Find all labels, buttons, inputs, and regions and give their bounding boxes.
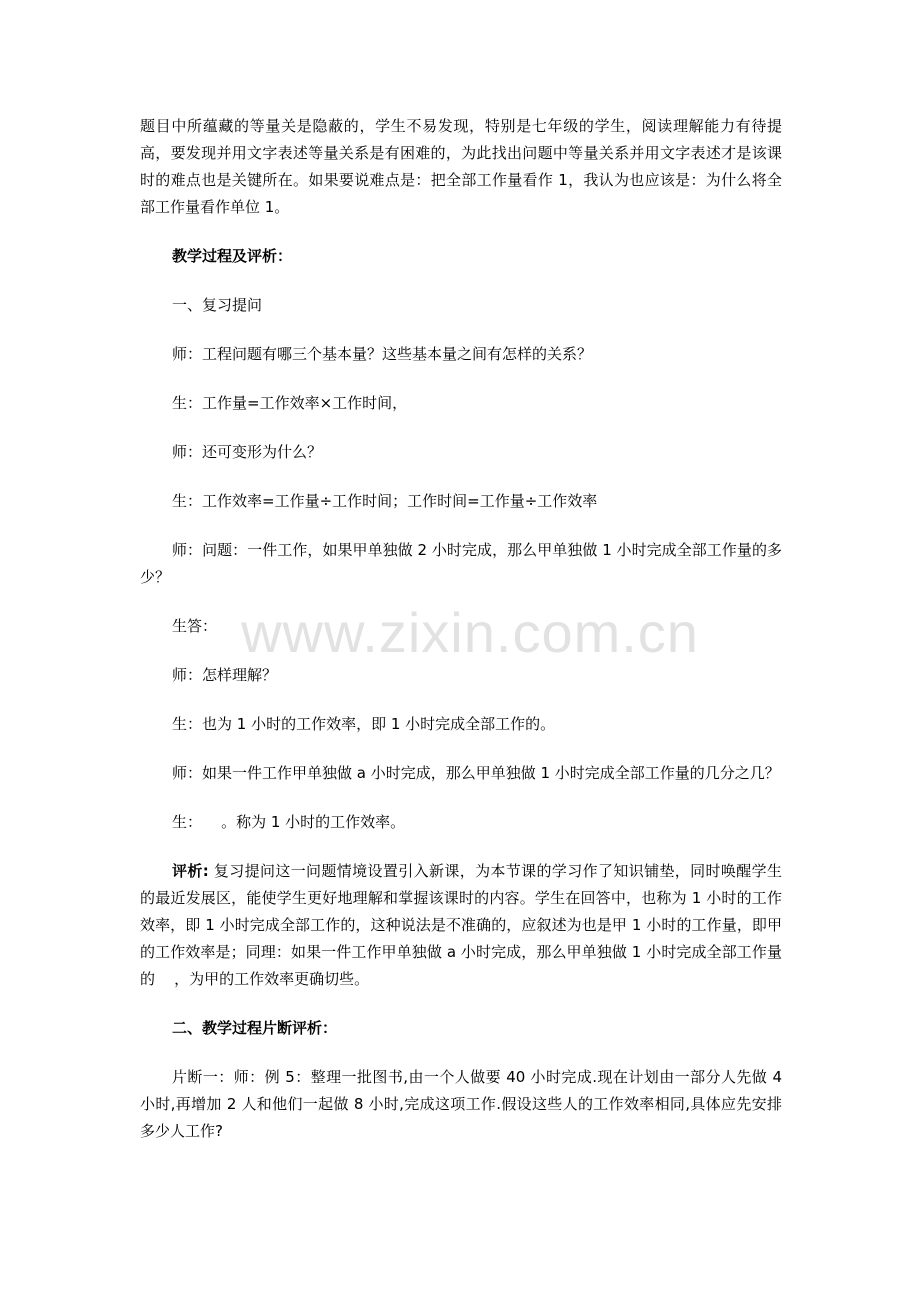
fragment-one-paragraph: 片断一：师：例 5：整理一批图书,由一个人做要 40 小时完成.现在计划由一部分人先做 4 小时,再增加 2 人和他们一起做 8 小时,完成这项工作.假设这些人的工作效率相同,具体应先安排多少人工作? (140, 1068, 782, 1140)
dialogue-line: 生： 。称为 1 小时的工作效率。 (172, 813, 406, 831)
review-text: 复习提问这一问题情境设置引入新课，为本节课的学习作了知识铺垫，同时唤醒学生的最近发展区，能使学生更好地理解和掌握该课时的内容。学生在回答中，也称为 1 小时的工作效率，即 1 小时完成全部工作的，这种说法是不准确的，应叙述为也是甲 1 小时的工作量，即甲的工作效率是；同理：如果一件工作甲单独做 a 小时完成，那么甲单独做 1 小时完成全部工作量的 ，为甲的工作效率更确切些。 (140, 862, 782, 988)
dialogue-line: 生：也为 1 小时的工作效率，即 1 小时完成全部工作的。 (172, 715, 556, 733)
review-paragraph (140, 858, 782, 993)
dialogue-line: 师：如果一件工作甲单独做 a 小时完成，那么甲单独做 1 小时完成全部工作量的几分之几？ (172, 764, 780, 782)
section-heading-process: 教学过程及评析： (172, 247, 293, 265)
dialogue-line: 生：工作效率=工作量÷工作时间；工作时间=工作量÷工作效率 (172, 492, 598, 510)
section-heading-review: 一、复习提问 (172, 296, 263, 314)
dialogue-line: 师：还可变形为什么？ (172, 443, 323, 461)
dialogue-line: 生答： (172, 617, 218, 635)
dialogue-line: 生：工作量=工作效率×工作时间， (172, 394, 408, 412)
dialogue-line: 师：工程问题有哪三个基本量？这些基本量之间有怎样的关系？ (172, 345, 593, 363)
dialogue-line: 师：怎样理解？ (172, 666, 278, 684)
dialogue-line: 师：问题：一件工作，如果甲单独做 2 小时完成，那么甲单独做 1 小时完成全部工作量的多少？ (140, 541, 782, 586)
section-heading-fragments: 二、教学过程片断评析： (172, 1019, 338, 1037)
document-body (140, 113, 782, 1145)
review-label: 评析: (172, 862, 209, 880)
intro-paragraph: 题目中所蕴藏的等量关是隐蔽的，学生不易发现，特别是七年级的学生，阅读理解能力有待提高，要发现并用文字表述等量关系是有困难的，为此找出问题中等量关系并用文字表述才是该课时的难点也是关键所在。如果要说难点是：把全部工作量看作 1，我认为也应该是：为什么将全部工作量看作单位 1。 (140, 117, 782, 216)
watermark-text: www.zixin.com.cn (241, 601, 699, 664)
